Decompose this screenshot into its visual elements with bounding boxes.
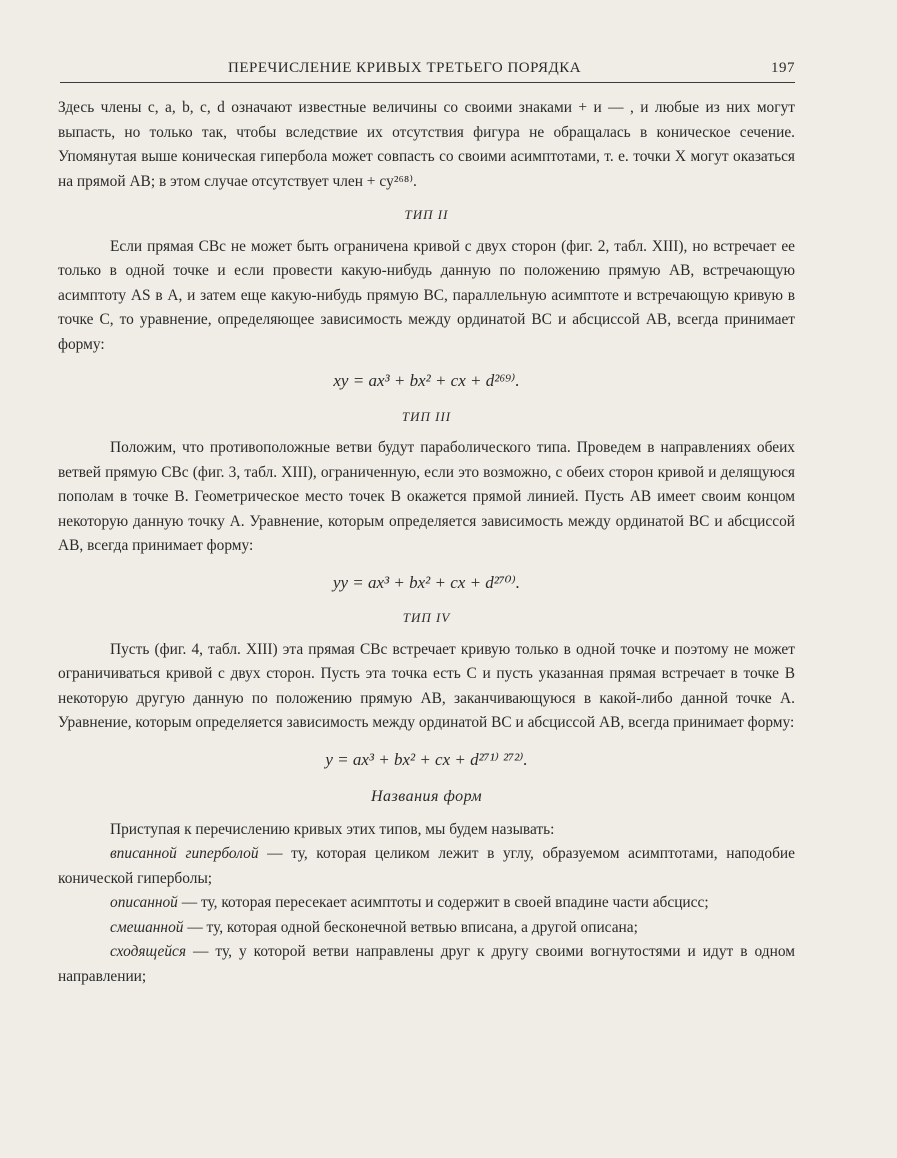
- forms-intro: Приступая к перечислению кривых этих типов, мы будем называть:: [110, 820, 555, 838]
- form-item-converging: [58, 940, 795, 989]
- type4-heading: ТИП IV: [402, 610, 451, 625]
- header-rule: [60, 82, 795, 83]
- running-title: ПЕРЕЧИСЛЕНИЕ КРИВЫХ ТРЕТЬЕГО ПОРЯДКА: [228, 60, 582, 76]
- type3-formula: yy = ax³ + bx² + cx + d²⁷⁰⁾.: [332, 572, 521, 592]
- type3-heading: ТИП III: [401, 408, 452, 424]
- form-item-circumscribed: [58, 891, 795, 916]
- type4-paragraph: Пусть (фиг. 4, табл. XIII) эта прямая CBc встречает кривую только в одной точке и поэтому не может ограничиваться кривой с двух сторон. Пусть эта точка есть C и пусть указанная прямая встречает в точке B некоторую другую данную по положению прямую AB, заканчивающуюся в какой-либо данной точке A. Уравнение, которым определяется зависимость между ординатой BC и абсциссой AB, всегда принимает форму:: [58, 640, 795, 731]
- form-term: смешанной: [110, 918, 184, 936]
- form-definition: — ту, которая целиком лежит в углу, образуемом асимптотами, наподобие конической гиперболы;: [58, 845, 795, 887]
- type4-formula: y = ax³ + bx² + cx + d²⁷¹⁾ ²⁷²⁾.: [325, 749, 528, 769]
- type3-paragraph: Положим, что противоположные ветви будут параболического типа. Проведем в направлениях обеих ветвей прямую CBc (фиг. 3, табл. XIII), ограниченную, если это возможно, с обеих сторон кривой и делящуюся пополам в точке B. Геометрическое место точек B окажется прямой линией. Пусть AB имеет своим концом некоторую данную точку A. Уравнение, которым определяется зависимость между ординатой BC и абсциссой AB, всегда принимает форму:: [58, 439, 795, 554]
- form-term: описанной: [110, 894, 178, 911]
- type2-heading: ТИП II: [404, 207, 449, 222]
- page-number: 197: [771, 60, 795, 76]
- form-definition: — ту, которая пересекает асимптоты и содержит в своей впадине части абсцисс;: [177, 894, 709, 911]
- form-term: вписанной гиперболой: [110, 845, 259, 862]
- form-term: сходящейся: [110, 943, 187, 960]
- intro-paragraph: Здесь члены c, a, b, c, d означают известные величины со своими знаками + и — , и любые из них могут выпасть, но только так, чтобы вследствие их отсутствия фигура не обращалась в коническое сечение. Упомянутая выше коническая гипербола может совпасть со своими асимптотами, т. е. точки X могут оказаться на прямой AB; в этом случае отсутствует член + cy²⁶⁸⁾.: [58, 99, 795, 190]
- type2-formula: xy = ax³ + bx² + cx + d²⁶⁹⁾.: [333, 371, 520, 390]
- page-body: [58, 96, 795, 989]
- form-item-inscribed: [58, 842, 795, 891]
- form-definition: — ту, которая одной бесконечной ветвью вписана, а другой описана;: [183, 918, 638, 936]
- form-definition: — ту, у которой ветви направлены друг к другу своими вогнутостями и идут в одном направлении;: [58, 943, 795, 985]
- forms-heading: Названия форм: [370, 788, 483, 805]
- type2-paragraph: Если прямая CBc не может быть ограничена кривой с двух сторон (фиг. 2, табл. XIII), но встречает ее только в одной точке и если провести какую-нибудь данную по положению прямую AB, встречающую асимптоту AS в A, и затем еще какую-нибудь прямую BC, параллельную асимптоте и встречающую кривую в точке C, то уравнение, определяющее зависимость между ординатой BC и абсциссой AB, всегда принимает форму:: [58, 237, 795, 353]
- form-item-mixed: [58, 916, 795, 941]
- page-header: [60, 56, 795, 82]
